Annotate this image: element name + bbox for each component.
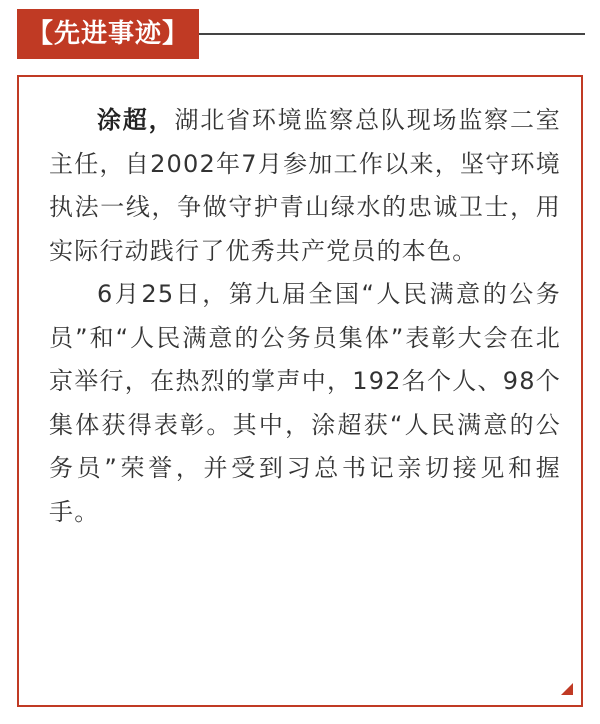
article-box xyxy=(17,75,583,707)
section-title: 【先进事迹】 xyxy=(26,19,189,49)
paragraph-1 xyxy=(49,99,561,273)
article-content xyxy=(49,99,561,534)
paragraph-2 xyxy=(49,273,561,534)
corner-triangle-icon xyxy=(561,683,573,695)
paragraph-1-text: 湖北省环境监察总队现场监察二室主任，自2002年7月参加工作以来，坚守环境执法一线，争做守护青山绿水的忠诚卫士，用实际行动践行了优秀共产党员的本色。 xyxy=(49,106,561,265)
person-name: 涂超， xyxy=(97,106,175,134)
paragraph-2-text: 6月25日，第九届全国“人民满意的公务员”和“人民满意的公务员集体”表彰大会在北京举行，在热烈的掌声中，192名个人、98个集体获得表彰。其中，涂超获“人民满意的公务员”荣誉，并受到习总书记亲切接见和握手。 xyxy=(49,280,561,526)
header-divider xyxy=(199,33,585,35)
section-title-tag xyxy=(17,9,199,59)
